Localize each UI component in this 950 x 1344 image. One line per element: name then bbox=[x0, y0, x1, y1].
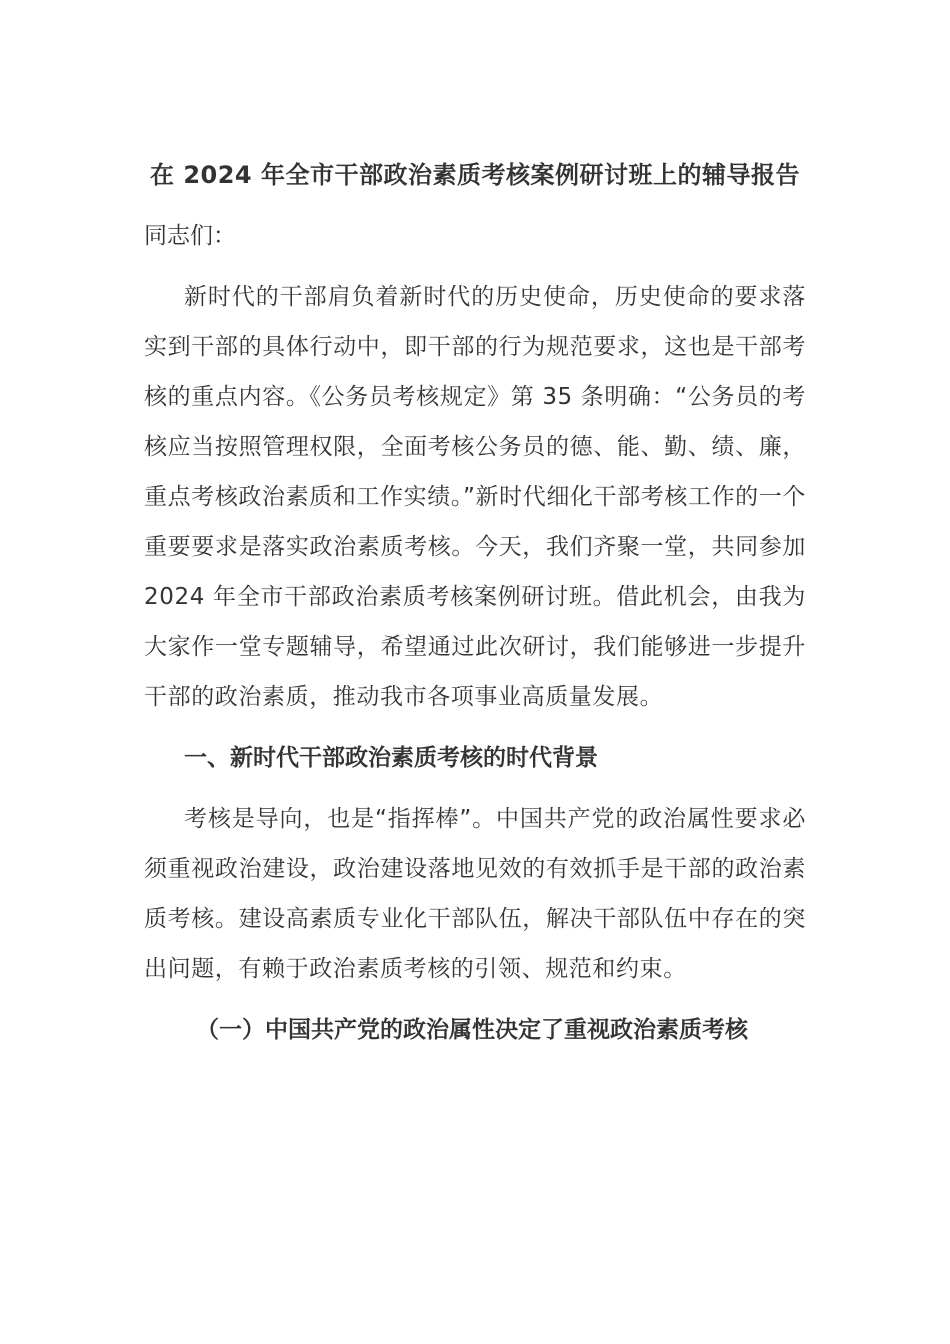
intro-paragraph: 新时代的干部肩负着新时代的历史使命，历史使命的要求落实到干部的具体行动中，即干部的行为规范要求，这也是干部考核的重点内容。《公务员考核规定》第 35 条明确：“公务员的考核应当按照管理权限，全面考核公务员的德、能、勤、绩、廉，重点考核政治素质和工作实绩。”新时代细化干部考核工作的一个重要要求是落实政治素质考核。今天，我们齐聚一堂，共同参加 2024 年全市干部政治素质考核案例研讨班。借此机会，由我为大家作一堂专题辅导，希望通过此次研讨，我们能够进一步提升干部的政治素质，推动我市各项事业高质量发展。 bbox=[144, 284, 806, 710]
salutation: 同志们： bbox=[144, 223, 236, 249]
document-page bbox=[144, 150, 806, 1055]
section-heading: 一、新时代干部政治素质考核的时代背景 bbox=[184, 745, 598, 771]
document-title: 在 2024 年全市干部政治素质考核案例研讨班上的辅导报告 bbox=[149, 161, 800, 189]
subsection-heading: （一）中国共产党的政治属性决定了重视政治素质考核 bbox=[196, 1017, 748, 1043]
section-paragraph: 考核是导向，也是“指挥棒”。中国共产党的政治属性要求必须重视政治建设，政治建设落地见效的有效抓手是干部的政治素质考核。建设高素质专业化干部队伍，解决干部队伍中存在的突出问题，有赖于政治素质考核的引领、规范和约束。 bbox=[144, 806, 806, 982]
